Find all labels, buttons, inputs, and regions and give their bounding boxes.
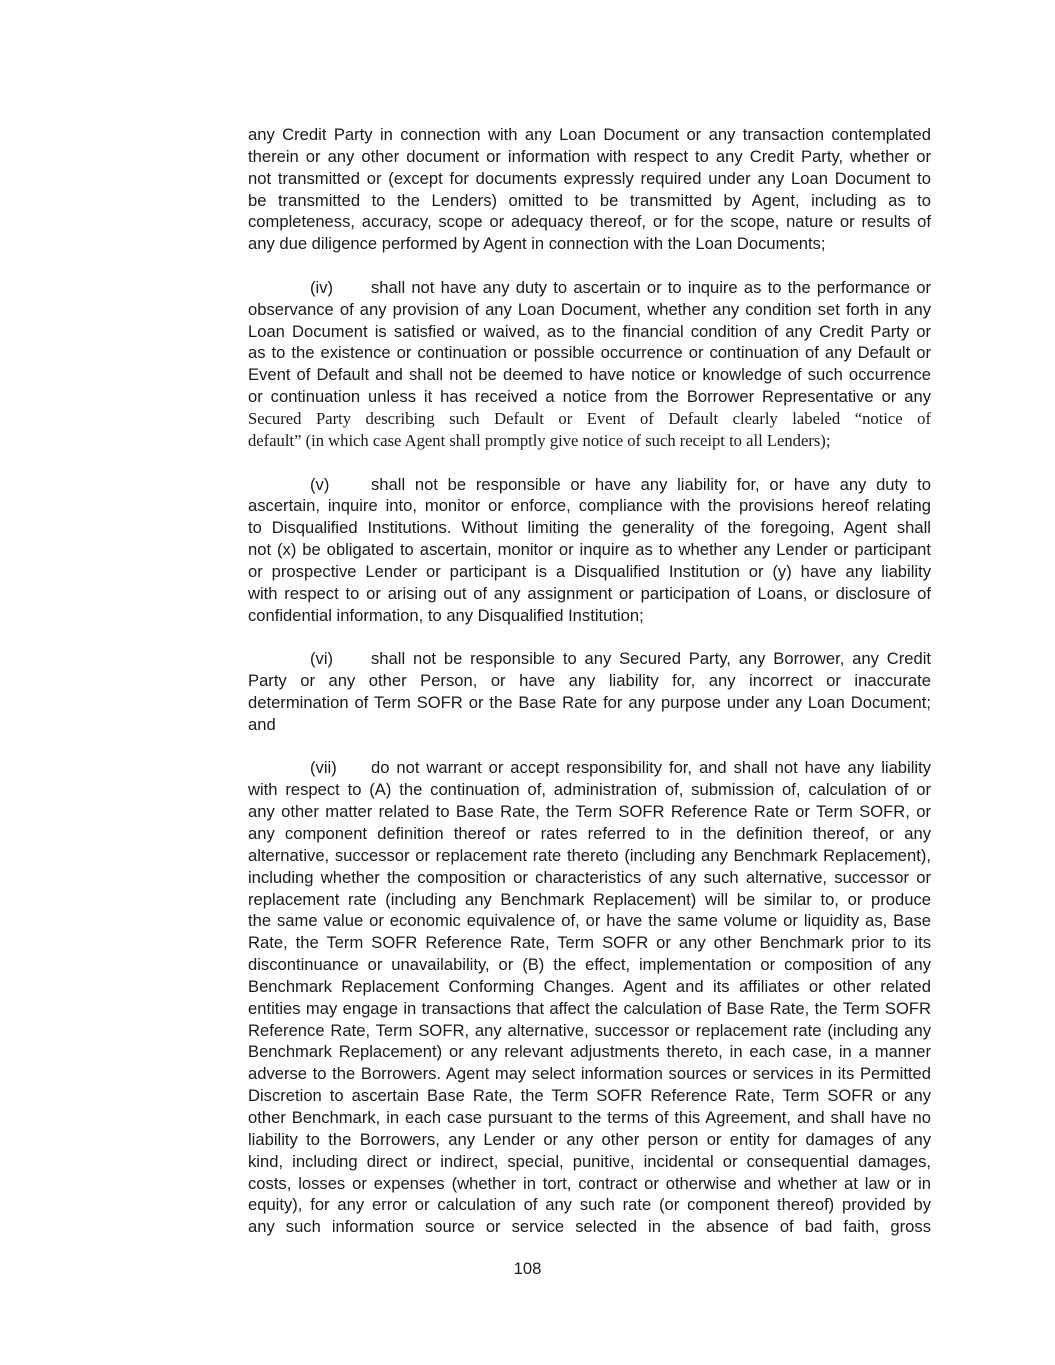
paragraph-clause-vii xyxy=(248,757,931,1238)
text-line: any other matter related to Base Rate, the Term SOFR Reference Rate or Term SOFR, or xyxy=(248,802,931,822)
text-line: be transmitted to the Lenders) omitted to be transmitted by Agent, including as to xyxy=(248,190,931,210)
text-line: default” (in which case Agent shall promptly give notice of such receipt to all Lenders); xyxy=(248,430,831,450)
text-line xyxy=(248,474,931,496)
clause-number: (vii) xyxy=(310,758,337,778)
text-line: any such information source or service selected in the absence of bad faith, gross xyxy=(248,1217,931,1237)
text-line: Secured Party describing such Default or Event of Default clearly labeled “notice of xyxy=(248,408,931,428)
text-line: entities may engage in transactions that affect the calculation of Base Rate, the Term SOFR xyxy=(248,998,931,1018)
paragraph-intro-continuation xyxy=(248,124,931,255)
text-line: to Disqualified Institutions. Without limiting the generality of the foregoing, Agent shall xyxy=(248,518,931,538)
text-line: or prospective Lender or participant is a Disqualified Institution or (y) have any liability xyxy=(248,561,931,581)
text-line: and xyxy=(248,714,276,734)
text-line: Benchmark Replacement) or any relevant adjustments thereto, in each case, in a manner xyxy=(248,1042,931,1062)
text-line-content: shall not have any duty to ascertain or to inquire as to the performance or xyxy=(371,277,931,297)
text-line xyxy=(248,757,931,779)
clause-number: (iv) xyxy=(310,277,334,297)
text-line: Event of Default and shall not be deemed to have notice or knowledge of such occurrence xyxy=(248,365,931,385)
text-line: Party or any other Person, or have any liability for, any incorrect or inaccurate xyxy=(248,671,931,691)
text-line: Benchmark Replacement Conforming Changes. Agent and its affiliates or other related xyxy=(248,976,931,996)
text-line-content: shall not be responsible to any Secured Party, any Borrower, any Credit xyxy=(371,649,931,669)
text-line: discontinuance or unavailability, or (B) the effect, implementation or composition of any xyxy=(248,955,931,975)
text-line: any due diligence performed by Agent in connection with the Loan Documents; xyxy=(248,234,826,254)
text-line: equity), for any error or calculation of any such rate (or component thereof) provided by xyxy=(248,1195,931,1215)
text-line: alternative, successor or replacement rate thereto (including any Benchmark Replacement), xyxy=(248,845,931,865)
text-line: the same value or economic equivalence of, or have the same volume or liquidity as, Base xyxy=(248,911,931,931)
document-page xyxy=(248,124,931,1260)
text-line: with respect to or arising out of any assignment or participation of Loans, or disclosure of xyxy=(248,583,931,603)
text-line: observance of any provision of any Loan Document, whether any condition set forth in any xyxy=(248,299,931,319)
text-line: therein or any other document or information with respect to any Credit Party, whether or xyxy=(248,146,931,166)
paragraph-clause-v xyxy=(248,474,931,627)
text-line xyxy=(248,277,931,299)
text-line: liability to the Borrowers, any Lender or any other person or entity for damages of any xyxy=(248,1129,931,1149)
text-line: as to the existence or continuation or possible occurrence or continuation of any Default or xyxy=(248,343,931,363)
text-line: or continuation unless it has received a notice from the Borrower Representative or any xyxy=(248,387,931,407)
page-number: 108 xyxy=(513,1259,542,1278)
text-line: with respect to (A) the continuation of, administration of, submission of, calculation of or xyxy=(248,780,931,800)
paragraph-clause-vi xyxy=(248,648,931,735)
clause-number: (vi) xyxy=(310,649,334,669)
text-line-content: shall not be responsible or have any liability for, or have any duty to xyxy=(371,474,931,494)
text-line-content: do not warrant or accept responsibility for, and shall not have any liability xyxy=(371,758,931,778)
text-line: costs, losses or expenses (whether in tort, contract or otherwise and whether at law or in xyxy=(248,1173,931,1193)
text-line: Rate, the Term SOFR Reference Rate, Term SOFR or any other Benchmark prior to its xyxy=(248,933,931,953)
text-line: not transmitted or (except for documents expressly required under any Loan Document to xyxy=(248,168,931,188)
text-line: kind, including direct or indirect, special, punitive, incidental or consequential damages, xyxy=(248,1151,931,1171)
text-line: Loan Document is satisfied or waived, as to the financial condition of any Credit Party or xyxy=(248,321,931,341)
text-line: Reference Rate, Term SOFR, any alternative, successor or replacement rate (including any xyxy=(248,1020,931,1040)
clause-number: (v) xyxy=(310,474,330,494)
text-line: any Credit Party in connection with any Loan Document or any transaction contemplated xyxy=(248,125,931,144)
text-line: Discretion to ascertain Base Rate, the Term SOFR Reference Rate, Term SOFR or any xyxy=(248,1086,931,1106)
text-line: not (x) be obligated to ascertain, monitor or inquire as to whether any Lender or participant xyxy=(248,540,931,560)
text-line: completeness, accuracy, scope or adequacy thereof, or for the scope, nature or results of xyxy=(248,212,931,232)
text-line: determination of Term SOFR or the Base Rate for any purpose under any Loan Document; xyxy=(248,692,931,712)
text-line xyxy=(248,648,931,670)
text-line: including whether the composition or characteristics of any such alternative, successor or xyxy=(248,867,931,887)
text-line: confidential information, to any Disqualified Institution; xyxy=(248,605,644,625)
text-line: other Benchmark, in each case pursuant to the terms of this Agreement, and shall have no xyxy=(248,1107,931,1127)
paragraph-clause-iv xyxy=(248,277,931,452)
text-line: any component definition thereof or rates referred to in the definition thereof, or any xyxy=(248,824,931,843)
text-line: adverse to the Borrowers. Agent may select information sources or services in its Permitted xyxy=(248,1064,931,1084)
text-line: replacement rate (including any Benchmark Replacement) will be similar to, or produce xyxy=(248,889,931,909)
text-line: ascertain, inquire into, monitor or enforce, compliance with the provisions hereof relating xyxy=(248,496,931,516)
